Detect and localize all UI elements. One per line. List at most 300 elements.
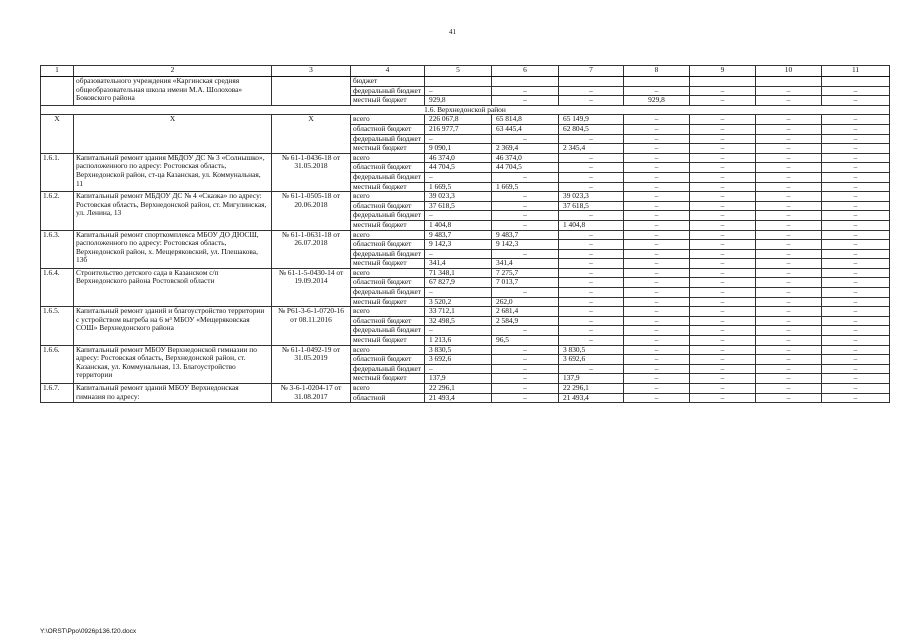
value-cell: – — [492, 384, 559, 394]
value-cell: – — [756, 316, 822, 326]
value-cell: – — [822, 249, 890, 259]
item-number-cell: 1.6.4. — [41, 268, 74, 306]
value-cell: – — [822, 172, 890, 182]
value-cell: – — [690, 345, 756, 355]
funding-source-cell: федеральный бюджет — [351, 288, 425, 298]
value-cell: 1 404,8 — [559, 220, 624, 230]
table-row — [41, 384, 890, 394]
header-cell: 5 — [425, 66, 492, 77]
value-cell: – — [690, 288, 756, 298]
item-name-cell: Строительство детского сада в Казанском с/п Верхнедонского района Ростовской области — [74, 268, 272, 306]
document-cell: № 61-1-0631-18 от 26.07.2018 — [272, 230, 351, 268]
table-row — [41, 192, 890, 202]
value-cell: – — [624, 384, 690, 394]
value-cell: – — [425, 211, 492, 221]
value-cell: – — [756, 364, 822, 374]
value-cell: – — [690, 297, 756, 307]
value-cell: – — [822, 134, 890, 144]
table-row — [41, 345, 890, 355]
header-cell: 10 — [756, 66, 822, 77]
value-cell: – — [624, 336, 690, 346]
funding-source-cell: областной бюджет — [351, 316, 425, 326]
value-cell: 9 483,7 — [425, 230, 492, 240]
value-cell: – — [756, 297, 822, 307]
value-cell: – — [756, 134, 822, 144]
value-cell: – — [822, 307, 890, 317]
value-cell: – — [559, 211, 624, 221]
value-cell: – — [425, 364, 492, 374]
item-number-cell: 1.6.1. — [41, 153, 74, 191]
value-cell: – — [756, 96, 822, 106]
value-cell: – — [624, 124, 690, 134]
value-cell: – — [624, 364, 690, 374]
value-cell: 226 067,8 — [425, 115, 492, 125]
header-row — [41, 66, 890, 77]
item-number-cell: Х — [41, 115, 74, 153]
value-cell: – — [822, 259, 890, 269]
value-cell: 44 704,5 — [425, 163, 492, 173]
header-cell: 9 — [690, 66, 756, 77]
value-cell: – — [624, 211, 690, 221]
funding-source-cell: федеральный бюджет — [351, 134, 425, 144]
value-cell: – — [624, 326, 690, 336]
value-cell: – — [756, 288, 822, 298]
value-cell: – — [559, 172, 624, 182]
value-cell: – — [822, 364, 890, 374]
funding-source-cell: областной бюджет — [351, 124, 425, 134]
value-cell: 67 827,9 — [425, 278, 492, 288]
value-cell: – — [822, 326, 890, 336]
value-cell: 216 977,7 — [425, 124, 492, 134]
value-cell: – — [492, 364, 559, 374]
value-cell: – — [690, 192, 756, 202]
value-cell: – — [492, 134, 559, 144]
item-number-cell — [41, 77, 74, 106]
funding-source-cell: федеральный бюджет — [351, 326, 425, 336]
document-cell: № 61-1-0505-18 от 20.06.2018 — [272, 192, 351, 230]
value-cell: – — [756, 268, 822, 278]
value-cell: – — [559, 268, 624, 278]
value-cell — [425, 77, 492, 87]
value-cell: – — [690, 96, 756, 106]
value-cell: – — [559, 316, 624, 326]
value-cell: – — [756, 172, 822, 182]
value-cell: – — [756, 240, 822, 250]
value-cell: 22 296,1 — [425, 384, 492, 394]
value-cell: 9 090,1 — [425, 144, 492, 154]
value-cell: – — [690, 144, 756, 154]
value-cell: 63 445,4 — [492, 124, 559, 134]
value-cell: – — [559, 163, 624, 173]
value-cell: – — [624, 259, 690, 269]
funding-source-cell: областной бюджет — [351, 163, 425, 173]
value-cell: – — [822, 288, 890, 298]
value-cell: – — [690, 124, 756, 134]
document-cell: № 61-1-0492-19 от 31.05.2019 — [272, 345, 351, 383]
value-cell: – — [690, 336, 756, 346]
value-cell: – — [624, 192, 690, 202]
value-cell: – — [690, 201, 756, 211]
funding-source-cell: всего — [351, 268, 425, 278]
value-cell: 9 142,3 — [492, 240, 559, 250]
value-cell: – — [624, 86, 690, 96]
value-cell: – — [624, 134, 690, 144]
value-cell: – — [756, 259, 822, 269]
value-cell: – — [559, 240, 624, 250]
value-cell: – — [690, 163, 756, 173]
value-cell: – — [559, 288, 624, 298]
funding-source-cell: федеральный бюджет — [351, 172, 425, 182]
value-cell: 137,9 — [559, 374, 624, 384]
value-cell: – — [690, 86, 756, 96]
value-cell: 2 369,4 — [492, 144, 559, 154]
item-name-cell: Капитальный ремонт зданий и благоустройство территории с устройством выгреба на 6 м³ МБОУ «Мещеряковская СОШ» Верхнедонского района — [74, 307, 272, 345]
value-cell: – — [624, 230, 690, 240]
header-cell: 8 — [624, 66, 690, 77]
value-cell: – — [624, 297, 690, 307]
value-cell: 1 404,8 — [425, 220, 492, 230]
value-cell: – — [492, 393, 559, 403]
value-cell: – — [822, 153, 890, 163]
value-cell — [690, 77, 756, 87]
value-cell: – — [756, 249, 822, 259]
value-cell: – — [624, 307, 690, 317]
value-cell: 2 681,4 — [492, 307, 559, 317]
item-number-cell: 1.6.7. — [41, 384, 74, 403]
value-cell — [492, 77, 559, 87]
value-cell: – — [822, 211, 890, 221]
funding-source-cell: всего — [351, 153, 425, 163]
budget-table — [40, 65, 890, 403]
value-cell: – — [559, 336, 624, 346]
value-cell: – — [690, 153, 756, 163]
value-cell: – — [492, 249, 559, 259]
value-cell: – — [690, 307, 756, 317]
value-cell: – — [822, 192, 890, 202]
value-cell: – — [425, 326, 492, 336]
value-cell — [822, 77, 890, 87]
value-cell: 341,4 — [492, 259, 559, 269]
funding-source-cell: местный бюджет — [351, 259, 425, 269]
value-cell: – — [559, 96, 624, 106]
value-cell: 7 275,7 — [492, 268, 559, 278]
value-cell: – — [756, 192, 822, 202]
value-cell: 7 013,7 — [492, 278, 559, 288]
document-cell: № 61-1-5-0430-14 от 19.09.2014 — [272, 268, 351, 306]
value-cell: – — [756, 201, 822, 211]
header-cell: 3 — [272, 66, 351, 77]
funding-source-cell: местный бюджет — [351, 182, 425, 192]
value-cell: 929,8 — [425, 96, 492, 106]
value-cell: – — [822, 384, 890, 394]
value-cell: – — [690, 115, 756, 125]
value-cell: – — [559, 86, 624, 96]
value-cell: – — [756, 220, 822, 230]
funding-source-cell: всего — [351, 307, 425, 317]
funding-source-cell: областной бюджет — [351, 278, 425, 288]
funding-source-cell: местный бюджет — [351, 374, 425, 384]
funding-source-cell: федеральный бюджет — [351, 364, 425, 374]
value-cell: – — [756, 124, 822, 134]
value-cell: – — [756, 211, 822, 221]
item-number-cell: 1.6.6. — [41, 345, 74, 383]
value-cell: – — [822, 163, 890, 173]
funding-source-cell: местный бюджет — [351, 96, 425, 106]
value-cell: – — [822, 201, 890, 211]
value-cell: 3 520,2 — [425, 297, 492, 307]
value-cell: 44 704,5 — [492, 163, 559, 173]
value-cell: – — [492, 345, 559, 355]
table-row — [41, 307, 890, 317]
value-cell: – — [559, 364, 624, 374]
value-cell: – — [756, 326, 822, 336]
value-cell: – — [690, 393, 756, 403]
header-cell: 1 — [41, 66, 74, 77]
value-cell: – — [756, 86, 822, 96]
value-cell: – — [624, 316, 690, 326]
value-cell: – — [756, 393, 822, 403]
value-cell: – — [624, 220, 690, 230]
value-cell: – — [492, 201, 559, 211]
value-cell: – — [559, 153, 624, 163]
header-cell: 2 — [74, 66, 272, 77]
value-cell: – — [492, 211, 559, 221]
value-cell: 9 483,7 — [492, 230, 559, 240]
value-cell: 96,5 — [492, 336, 559, 346]
value-cell: 46 374,0 — [425, 153, 492, 163]
funding-source-cell: областной бюджет — [351, 355, 425, 365]
header-cell: 7 — [559, 66, 624, 77]
value-cell: – — [822, 115, 890, 125]
value-cell: – — [425, 86, 492, 96]
value-cell — [624, 77, 690, 87]
value-cell: – — [559, 249, 624, 259]
value-cell: – — [492, 374, 559, 384]
value-cell: – — [756, 163, 822, 173]
value-cell — [756, 77, 822, 87]
value-cell: – — [559, 230, 624, 240]
value-cell: 65 149,9 — [559, 115, 624, 125]
header-cell: 6 — [492, 66, 559, 77]
item-number-cell: 1.6.3. — [41, 230, 74, 268]
header-cell: 11 — [822, 66, 890, 77]
value-cell: – — [624, 345, 690, 355]
value-cell: 32 498,5 — [425, 316, 492, 326]
value-cell: 3 830,5 — [559, 345, 624, 355]
value-cell: – — [425, 249, 492, 259]
value-cell: – — [492, 172, 559, 182]
value-cell: 21 493,4 — [425, 393, 492, 403]
value-cell: – — [756, 336, 822, 346]
document-cell: № Р61-3-6-1-0720-16 от 08.11.2016 — [272, 307, 351, 345]
table-row — [41, 153, 890, 163]
table-row — [41, 230, 890, 240]
value-cell: 2 345,4 — [559, 144, 624, 154]
value-cell: 71 348,1 — [425, 268, 492, 278]
value-cell: – — [822, 96, 890, 106]
value-cell: 39 023,3 — [559, 192, 624, 202]
file-path-footer: Y:\ORST\Ppo\0926p136.f20.docx — [40, 628, 137, 635]
value-cell: – — [559, 307, 624, 317]
value-cell: – — [492, 96, 559, 106]
funding-source-cell: всего — [351, 345, 425, 355]
funding-source-cell: бюджет — [351, 77, 425, 87]
value-cell: – — [756, 182, 822, 192]
value-cell: – — [492, 355, 559, 365]
value-cell: – — [492, 86, 559, 96]
value-cell: – — [624, 249, 690, 259]
value-cell: – — [690, 278, 756, 288]
value-cell: – — [690, 240, 756, 250]
value-cell: – — [822, 124, 890, 134]
value-cell: 2 584,9 — [492, 316, 559, 326]
value-cell: – — [822, 268, 890, 278]
value-cell: – — [425, 288, 492, 298]
value-cell: – — [822, 86, 890, 96]
value-cell: – — [822, 316, 890, 326]
item-name-cell: Капитальный ремонт здания МБДОУ ДС № 3 «Солнышко», расположенного по адресу: Ростовская область, Верхнедонской район, ст-ца Казанская, ул. Коммунальная, 11 — [74, 153, 272, 191]
value-cell: – — [624, 355, 690, 365]
value-cell: – — [492, 326, 559, 336]
value-cell: – — [822, 393, 890, 403]
value-cell: – — [624, 288, 690, 298]
funding-source-cell: областной бюджет — [351, 201, 425, 211]
value-cell: – — [756, 144, 822, 154]
funding-source-cell: местный бюджет — [351, 144, 425, 154]
value-cell: – — [624, 201, 690, 211]
value-cell: – — [690, 259, 756, 269]
funding-source-cell: местный бюджет — [351, 297, 425, 307]
value-cell: – — [492, 192, 559, 202]
value-cell: 33 712,1 — [425, 307, 492, 317]
value-cell: – — [822, 220, 890, 230]
page-number: 41 — [449, 28, 456, 36]
value-cell: 1 669,5 — [492, 182, 559, 192]
value-cell: – — [822, 297, 890, 307]
funding-source-cell: федеральный бюджет — [351, 211, 425, 221]
value-cell: 37 618,5 — [559, 201, 624, 211]
item-name-cell: Капитальный ремонт МБОУ Верхнедонской гимназии по адресу: Ростовская область, Верхнедонской район, ст. Казанская, ул. Коммунальная, 13. Благоустройство территории — [74, 345, 272, 383]
funding-source-cell: всего — [351, 230, 425, 240]
value-cell: – — [822, 230, 890, 240]
document-cell: № 3-6-1-0204-17 от 31.08.2017 — [272, 384, 351, 403]
value-cell: – — [690, 134, 756, 144]
value-cell: – — [624, 115, 690, 125]
value-cell: – — [822, 336, 890, 346]
item-name-cell: Капитальный ремонт спорткомплекса МБОУ ДО ДЮСШ, расположенного по адресу: Ростовская область, Верхнедонской район, х. Мещеряковский, ул. Плешакова, 13б — [74, 230, 272, 268]
value-cell: – — [690, 249, 756, 259]
value-cell: – — [690, 384, 756, 394]
table-row — [41, 77, 890, 87]
table-row — [41, 268, 890, 278]
value-cell: – — [822, 144, 890, 154]
value-cell: – — [492, 220, 559, 230]
funding-source-cell: федеральный бюджет — [351, 249, 425, 259]
value-cell: – — [822, 374, 890, 384]
funding-source-cell: всего — [351, 115, 425, 125]
value-cell: – — [756, 115, 822, 125]
funding-source-cell: областной — [351, 393, 425, 403]
funding-source-cell: местный бюджет — [351, 220, 425, 230]
value-cell: 46 374,0 — [492, 153, 559, 163]
value-cell: – — [690, 172, 756, 182]
value-cell: – — [822, 345, 890, 355]
value-cell: – — [690, 355, 756, 365]
value-cell — [559, 77, 624, 87]
value-cell: – — [690, 374, 756, 384]
value-cell: – — [624, 153, 690, 163]
value-cell: – — [822, 182, 890, 192]
document-cell: № 61-1-0436-18 от 31.05.2018 — [272, 153, 351, 191]
item-name-cell: Х — [74, 115, 272, 153]
value-cell: – — [425, 134, 492, 144]
value-cell: 929,8 — [624, 96, 690, 106]
funding-source-cell: местный бюджет — [351, 336, 425, 346]
value-cell: 262,0 — [492, 297, 559, 307]
value-cell: – — [756, 230, 822, 240]
table-row — [41, 115, 890, 125]
value-cell: – — [624, 172, 690, 182]
value-cell: – — [624, 278, 690, 288]
item-name-cell: Капитальный ремонт МБДОУ ДС № 4 «Сказка» по адресу: Ростовская область, Верхнедонской район, ст. Мигулинская, ул. Ленина, 13 — [74, 192, 272, 230]
funding-source-cell: всего — [351, 192, 425, 202]
value-cell: – — [756, 278, 822, 288]
item-number-cell: 1.6.2. — [41, 192, 74, 230]
value-cell: 1 669,5 — [425, 182, 492, 192]
value-cell: – — [690, 326, 756, 336]
value-cell: – — [690, 220, 756, 230]
value-cell: 3 692,6 — [425, 355, 492, 365]
value-cell: – — [756, 374, 822, 384]
value-cell: – — [624, 144, 690, 154]
funding-source-cell: всего — [351, 384, 425, 394]
item-name-cell: образовательного учреждения «Каргинская средняя общеобразовательная школа имени М.А. Шолохова» Боковского района — [74, 77, 272, 106]
value-cell: 137,9 — [425, 374, 492, 384]
value-cell: 22 296,1 — [559, 384, 624, 394]
value-cell: – — [559, 326, 624, 336]
value-cell: – — [559, 259, 624, 269]
document-cell: Х — [272, 115, 351, 153]
value-cell: – — [756, 345, 822, 355]
document-cell — [272, 77, 351, 106]
value-cell: – — [690, 182, 756, 192]
value-cell: – — [822, 240, 890, 250]
value-cell: – — [624, 182, 690, 192]
value-cell: – — [559, 297, 624, 307]
item-name-cell: Капитальный ремонт зданий МБОУ Верхнедонская гимназия по адресу: — [74, 384, 272, 403]
value-cell: – — [559, 134, 624, 144]
value-cell: – — [756, 355, 822, 365]
section-row — [41, 105, 890, 115]
value-cell: 341,4 — [425, 259, 492, 269]
funding-source-cell: областной бюджет — [351, 240, 425, 250]
value-cell: – — [492, 288, 559, 298]
funding-source-cell: федеральный бюджет — [351, 86, 425, 96]
value-cell: – — [624, 393, 690, 403]
value-cell: 21 493,4 — [559, 393, 624, 403]
value-cell: 3 830,5 — [425, 345, 492, 355]
value-cell: – — [690, 364, 756, 374]
value-cell: – — [756, 307, 822, 317]
value-cell: 39 023,3 — [425, 192, 492, 202]
value-cell: – — [425, 172, 492, 182]
value-cell: – — [624, 240, 690, 250]
value-cell: – — [690, 316, 756, 326]
value-cell: – — [756, 384, 822, 394]
value-cell: – — [624, 163, 690, 173]
value-cell: – — [624, 268, 690, 278]
value-cell: – — [822, 278, 890, 288]
